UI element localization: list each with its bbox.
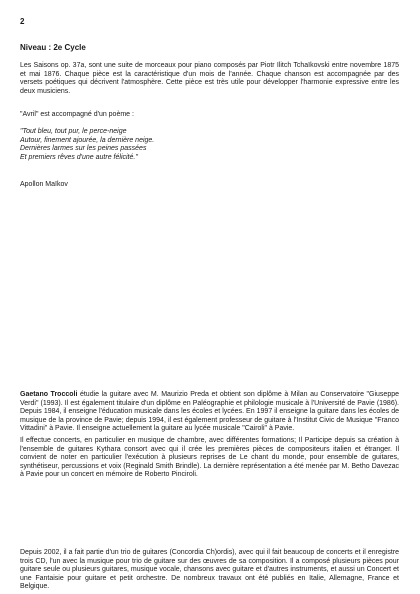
bio-paragraph-3: Depuis 2002, il a fait partie d'un trio de guitares (Concordia Ch)ordis), avec qui il fait beaucoup de concerts et il enregistre trois CD, l'un avec la musique pour trio de guitare sur des œuvres de sa composition. Il a composé plusieurs pièces pour guitare seule ou plusieurs guitares, musique vocale, chansons avec guitare et d'autres instruments, et aussi un Concert et une Fantaisie pour guitare et petit orchestre. De nombreux travaux ont été publiés en Italie, Allemagne, France et Belgique. xyxy=(20,549,399,591)
poem-intro: "Avril" est accompagné d'un poème : xyxy=(20,111,134,118)
bio-paragraph-2: Il effectue concerts, en particulier en musique de chambre, avec différentes formations; Il Participe depuis sa création à l'ensemble de guitares Kythara consort avec qui il crée les premières pièces de compositeurs italien et étranger. Il convient de noter en particulier l'exécution à plusieurs reprises de Le chant du monde, pour ensemble de guitares, synthétiseur, percussions et voix (Reginald Smith Brindle). La dernière représentation a été menée par M. Betho Davezac à Pavie pour un concert en mémoire de Roberto Pinciroli. xyxy=(20,437,399,479)
poem-line: "Tout bleu, tout pur, le perce-neige xyxy=(20,128,127,135)
composer-name: Gaetano Troccoli xyxy=(20,391,78,398)
intro-paragraph: Les Saisons op. 37a, sont une suite de morceaux pour piano composés par Piotr Ilitch Tchaïkovski entre novembre 1875 et mai 1876. Chaque pièce est la caractéristique d'un mois de l'année. Chaque chanson est accompagnée par des versets poétiques qui décrivent l'atmosphère. Cette pièce est très utile pour développer l'harmonie expressive entre les deux musiciens. xyxy=(20,62,399,95)
poem xyxy=(20,128,399,162)
poem-line: Dernières larmes sur les peines passées xyxy=(20,145,147,153)
bio-paragraph-1-text: étudie la guitare avec M. Maurizio Preda et obtient son diplôme à Milan au Conservatoire "Giuseppe Verdi" (1993). Il est également titulaire d'un diplôme en Paléographie et philologie musicale à l'Université de Pavie (1986). Depuis 1984, il enseigne l'éducation musicale dans les écoles et lycées. En 1997 il enseigne la guitare dans les écoles de musique de la province de Pavie; depuis 1994, il est également professeur de guitare à l'Institut Civic de Musique "Franco Vittadini" à Pavie. Il enseigne actuellement la guitare au lycée musicale "Cairoli" à Pavie. xyxy=(20,391,399,433)
page-number: 2 xyxy=(20,17,25,26)
poem-line: Autour, finement ajourée, la dernière neige. xyxy=(20,136,155,144)
bio-paragraph-1 xyxy=(20,391,399,434)
poem-line: Et premiers rêves d'une autre félicité." xyxy=(20,153,138,161)
level-heading: Niveau : 2e Cycle xyxy=(20,43,86,52)
poem-author: Apollon Maïkov xyxy=(20,181,68,188)
